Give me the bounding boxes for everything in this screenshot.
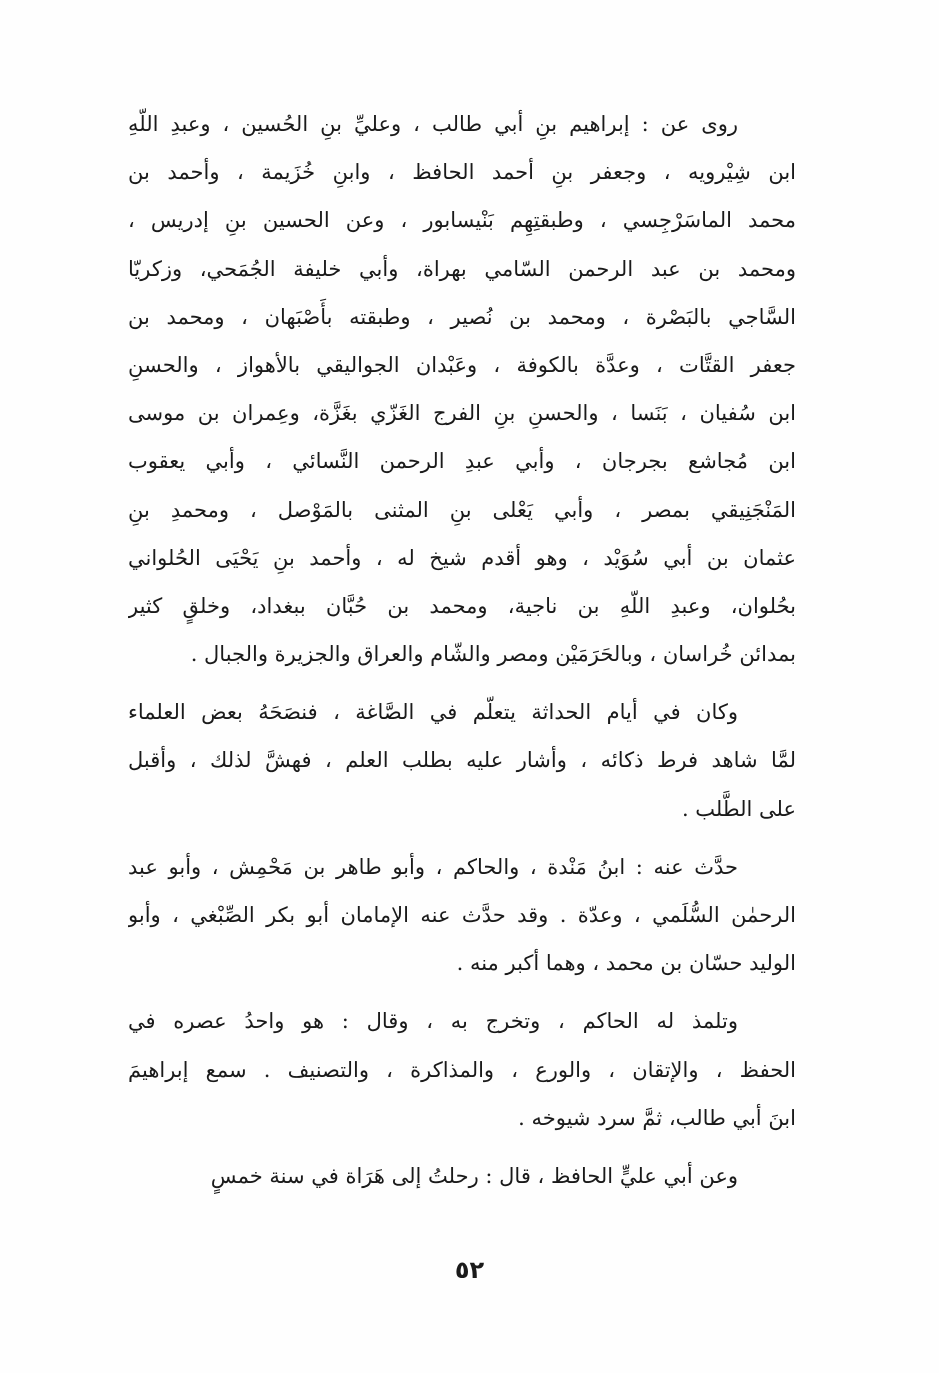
text-line: لمَّا شاهد فرط ذكائه ، وأشار عليه بطلب العلم ، فهشَّ لذلك ، وأقبل xyxy=(128,748,796,773)
text-line: روى عن : إبراهيم بنِ أبي طالب ، وعليِّ بنِ الحُسين ، وعبدِ اللّهِ xyxy=(128,112,738,136)
paragraph-abu-ali xyxy=(128,1152,796,1200)
body-text xyxy=(128,100,796,1200)
text-line: الحفظ ، والإتقان ، والورع ، والمذاكرة ، والتصنيف . سمع إبراهيمَ xyxy=(128,1057,796,1082)
text-line: وعن أبي عليٍّ الحافظ ، قال : رحلتُ إلى هَرَاة في سنة خمسٍ xyxy=(210,1163,738,1188)
paragraph-hakim xyxy=(128,997,796,1142)
text-line: حدَّث عنه : ابنُ مَنْدة ، والحاكم ، وأبو طاهر بن مَحْمِش ، وأبو عبد xyxy=(128,854,738,879)
paragraph-spacer xyxy=(128,987,796,997)
page-number: ٥٢ xyxy=(454,1256,485,1284)
text-line: ومحمد بن عبد الرحمن السّامي بهراة، وأبي خليفة الجُمَحي، وزكريّا xyxy=(128,256,796,281)
text-line: عثمان بن أبي سُوَيْد ، وهو أقدم شيخ له ، وأحمد بنِ يَحْيَى الحُلواني xyxy=(128,545,796,570)
text-line: محمد الماسَرْجِسي ، وطبقتِهِم بَنْيسابور ، وعن الحسين بنِ إدريس ، xyxy=(128,208,796,233)
text-line: ابن مُجاشع بجرجان ، وأبي عبدِ الرحمن النَّسائي ، وأبي يعقوب xyxy=(128,449,796,474)
text-line: ابن سُفيان ، بَنَسا ، والحسنِ بنِ الفرج الغَزّي بغَزَّة، وعِمران بن موسى xyxy=(128,401,796,426)
text-line: الوليد حسّان بن محمد ، وهما أكبر منه . xyxy=(456,951,796,976)
text-line: ابنَ أبي طالب، ثمَّ سرد شيوخه . xyxy=(518,1105,796,1130)
text-line: الرحمٰن السُّلَمي ، وعدّة . وقد حدَّث عنه الإمامان أبو بكر الصِّبْغي ، وأبو xyxy=(128,903,796,927)
paragraph-spacer xyxy=(128,833,796,843)
paragraph-spacer xyxy=(128,1142,796,1152)
text-line: وتلمذ له الحاكم ، وتخرج به ، وقال : هو واحدُ عصره في xyxy=(128,1009,738,1034)
text-line: ابن شِيْرويه ، وجعفر بنِ أحمد الحافظ ، وابنِ خُزَيمة ، وأحمد بن xyxy=(128,160,796,185)
text-line: وكان في أيام الحداثة يتعلّم في الصَّاغة ، فنصَحَهُ بعض العلماء xyxy=(128,700,738,725)
text-line: بمدائن خُراسان ، وبالحَرَمَيْن ومصر والشّام والعراق والجزيرة والجبال . xyxy=(190,642,796,667)
paragraph-students xyxy=(128,843,796,988)
text-line: السَّاجي بالبَصْرة ، ومحمد بن نُصير ، وطبقته بأَصْبَهان ، ومحمد بن xyxy=(128,304,796,329)
paragraph-youth xyxy=(128,688,796,833)
text-line: المَنْجَنِيقي بمصر ، وأبي يَعْلى بنِ المثنى بالمَوْصل ، ومحمدِ بنِ xyxy=(128,497,796,522)
text-line: على الطَّلب . xyxy=(681,796,796,821)
paragraph-narrators xyxy=(128,100,796,678)
paragraph-spacer xyxy=(128,678,796,688)
text-line: جعفر القتَّات ، وعدَّة بالكوفة ، وعَبْدان الجواليقي بالأهواز ، والحسنِ xyxy=(128,352,796,377)
text-line: بحُلوان، وعبدِ اللّهِ بن ناجية، ومحمد بن حُبَّان ببغداد، وخلقٍ كثير xyxy=(128,593,796,618)
